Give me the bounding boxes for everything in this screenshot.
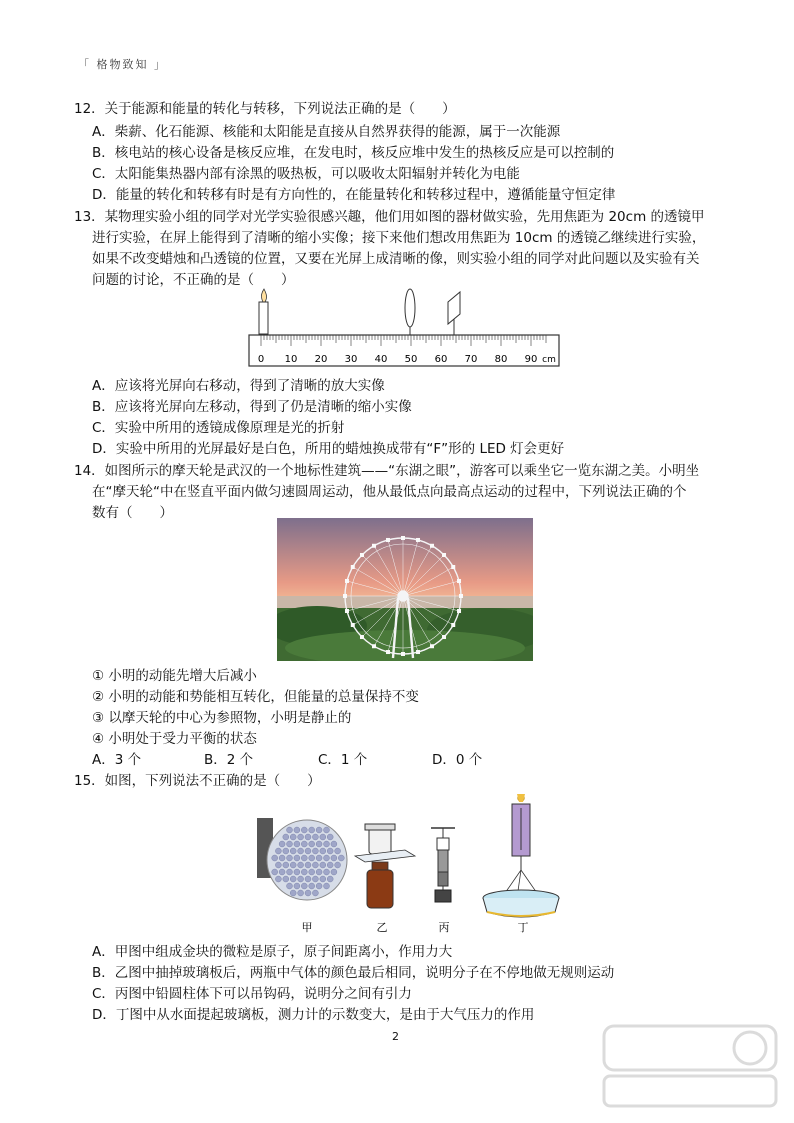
atom (309, 883, 315, 889)
wheel-cabin (457, 609, 461, 613)
atom (279, 841, 285, 847)
atom (298, 834, 304, 840)
atom (301, 841, 307, 847)
q12-option-c: C．太阳能集热器内部有涂黑的吸热板，可以吸收太阳辐射并转化为电能 (92, 166, 520, 182)
atom (279, 869, 285, 875)
caption-ding: 丁 (517, 921, 529, 934)
atom (312, 876, 318, 882)
ruler-label-70: 70 (464, 354, 478, 365)
atom (316, 827, 322, 833)
wheel-cabin (416, 650, 420, 654)
atom (272, 869, 278, 875)
q15-figures (255, 790, 567, 935)
atom (327, 834, 333, 840)
atom (312, 890, 318, 896)
wheel-cabin (401, 652, 405, 656)
wheel-cabin (430, 544, 434, 548)
atom (327, 848, 333, 854)
q13-stem-line-3: 如果不改变蜡烛和凸透镜的位置，又要在光屏上成清晰的像，则实验小组的同学对此问题以及实验有关 (92, 251, 700, 267)
atom (305, 876, 311, 882)
wheel-cabin (459, 594, 463, 598)
atom (338, 855, 344, 861)
atom (335, 862, 341, 868)
wheel-cabin (372, 544, 376, 548)
wheel-cabin (351, 623, 355, 627)
gold-atoms-figure (257, 818, 347, 900)
atom (309, 827, 315, 833)
atom (320, 834, 326, 840)
atom (312, 862, 318, 868)
atom (327, 862, 333, 868)
wheel-cabin (386, 650, 390, 654)
wheel-cabin (451, 565, 455, 569)
atom (309, 841, 315, 847)
wheel-cabin (360, 553, 364, 557)
atom (331, 855, 337, 861)
atom (290, 876, 296, 882)
wheel-cabin (430, 644, 434, 648)
atom (305, 862, 311, 868)
gas-bottles-figure (355, 824, 415, 908)
convex-lens-icon (405, 289, 415, 327)
ruler-label-60: 60 (434, 354, 448, 365)
atom (275, 848, 281, 854)
atom (290, 862, 296, 868)
atom (279, 855, 285, 861)
page-number: 2 (392, 1030, 399, 1043)
q14-stem-line-3: 数有（ ） (92, 505, 173, 521)
atom (298, 876, 304, 882)
wheel-cabin (360, 635, 364, 639)
q14-choice-c: C．1 个 (318, 752, 368, 768)
q15-option-b: B．乙图中抽掉玻璃板后，两瓶中气体的颜色最后相同，说明分子在不停地做无规则运动 (92, 965, 615, 981)
atom (301, 883, 307, 889)
q13-option-b: B．应该将光屏向左移动，得到了仍是清晰的缩小实像 (92, 399, 412, 415)
atom (301, 869, 307, 875)
atom (272, 855, 278, 861)
ruler-label-90: 90 (524, 354, 538, 365)
q12-option-d: D．能量的转化和转移有时是有方向性的，在能量转化和转移过程中，遵循能量守恒定律 (92, 187, 616, 203)
atom (331, 869, 337, 875)
atom (301, 855, 307, 861)
q14-choice-a: A．3 个 (92, 752, 142, 768)
q13-option-c: C．实验中所用的透镜成像原理是光的折射 (92, 420, 345, 436)
atom (283, 834, 289, 840)
ruler-unit: cm (542, 355, 556, 365)
atom (287, 841, 293, 847)
q14-statement-1: ① 小明的动能先增大后减小 (92, 668, 257, 684)
watermark-logo (600, 1018, 780, 1113)
wheel-cabin (372, 644, 376, 648)
q13-option-a: A．应该将光屏向右移动，得到了清晰的放大实像 (92, 378, 385, 394)
atom (275, 876, 281, 882)
atom (287, 869, 293, 875)
atom (320, 862, 326, 868)
q15-option-c: C．丙图中铅圆柱体下可以吊钩码，说明分之间有引力 (92, 986, 412, 1002)
atom (316, 855, 322, 861)
atom (301, 827, 307, 833)
wheel-cabin (442, 635, 446, 639)
ruler-label-40: 40 (374, 354, 388, 365)
caption-yi: 乙 (376, 921, 388, 934)
atom (327, 876, 333, 882)
atom (298, 890, 304, 896)
atom (316, 841, 322, 847)
ruler-label-0: 0 (257, 354, 265, 365)
atom (294, 841, 300, 847)
ferris-wheel-photo (277, 518, 533, 661)
q12-option-a: A．柴薪、化石能源、核能和太阳能是直接从自然界获得的能源，属于一次能源 (92, 124, 561, 140)
atom (316, 883, 322, 889)
q15-option-d: D．丁图中从水面提起玻璃板，测力计的示数变大，是由于大气压力的作用 (92, 1007, 535, 1023)
atom (316, 869, 322, 875)
ruler-label-50: 50 (404, 354, 418, 365)
wheel-cabin (401, 536, 405, 540)
q14-choice-b: B．2 个 (204, 752, 254, 768)
atom (335, 848, 341, 854)
wheel-cabin (451, 623, 455, 627)
atom (312, 848, 318, 854)
atom (290, 848, 296, 854)
atom (283, 876, 289, 882)
q13-option-d: D．实验中所用的光屏最好是白色，所用的蜡烛换成带有“F”形的 LED 灯会更好 (92, 441, 565, 457)
q14-statement-4: ④ 小明处于受力平衡的状态 (92, 731, 257, 747)
atom (324, 827, 330, 833)
spring-scale-figure (483, 794, 559, 917)
q13-stem-line-2: 进行实验，在屏上能得到了清晰的缩小实像；接下来他们想改用焦距为 10cm 的透镜乙继续进行实验， (92, 230, 706, 246)
ruler-label-30: 30 (344, 354, 358, 365)
atom (324, 869, 330, 875)
lead-cylinders-figure (431, 828, 455, 902)
atom (324, 855, 330, 861)
atom (283, 862, 289, 868)
atom (309, 855, 315, 861)
ruler-label-10: 10 (284, 354, 298, 365)
atom (298, 848, 304, 854)
wheel-cabin (351, 565, 355, 569)
atom (294, 827, 300, 833)
wheel-cabin (457, 579, 461, 583)
optical-bench-figure (246, 288, 562, 368)
wheel-cabin (345, 579, 349, 583)
ruler-label-20: 20 (314, 354, 328, 365)
q15-stem: 15．如图，下列说法不正确的是（ ） (74, 773, 321, 789)
q14-stem-line-2: 在“摩天轮“中在竖直平面内做匀速圆周运动，他从最低点向最高点运动的过程中，下列说法正确的个 (92, 484, 687, 500)
atom (275, 862, 281, 868)
q14-choice-d: D．0 个 (432, 752, 483, 768)
atom (287, 883, 293, 889)
atom (324, 841, 330, 847)
wheel-cabin (442, 553, 446, 557)
q12-option-b: B．核电站的核心设备是核反应堆，在发电时，核反应堆中发生的热核反应是可以控制的 (92, 145, 615, 161)
ruler-label-80: 80 (494, 354, 508, 365)
q14-stem-line-1: 14．如图所示的摩天轮是武汉的一个地标性建筑——“东湖之眼”，游客可以乘坐它一览东湖之美。小明坐 (74, 463, 700, 479)
atom (298, 862, 304, 868)
atom (287, 827, 293, 833)
q13-stem-line-1: 13．某物理实验小组的同学对光学实验很感兴趣，他们用如图的器材做实验，先用焦距为 20cm 的透镜甲 (74, 209, 705, 225)
atom (305, 834, 311, 840)
q14-statement-2: ② 小明的动能和势能相互转化，但能量的总量保持不变 (92, 689, 419, 705)
atom (290, 834, 296, 840)
atom (320, 848, 326, 854)
atom (331, 841, 337, 847)
caption-jia: 甲 (301, 921, 313, 934)
atom (283, 848, 289, 854)
atom (309, 869, 315, 875)
atom (294, 883, 300, 889)
atom (294, 869, 300, 875)
atom (312, 834, 318, 840)
q12-stem: 12．关于能源和能量的转化与转移，下列说法正确的是（ ） (74, 101, 456, 117)
wheel-cabin (343, 594, 347, 598)
atom (320, 876, 326, 882)
atom (287, 855, 293, 861)
atom (294, 855, 300, 861)
atom (324, 883, 330, 889)
candle-icon (259, 289, 268, 334)
wheel-cabin (386, 538, 390, 542)
atom (290, 890, 296, 896)
q13-stem-line-4: 问题的讨论，不正确的是（ ） (92, 272, 295, 288)
wheel-cabin (416, 538, 420, 542)
wheel-cabin (345, 609, 349, 613)
q15-option-a: A．甲图中组成金块的微粒是原子，原子间距离小，作用力大 (92, 944, 453, 960)
atom (305, 890, 311, 896)
page-header: 「 格物致知 」 (78, 58, 167, 71)
atom (305, 848, 311, 854)
caption-bing: 丙 (438, 921, 450, 934)
q14-statement-3: ③ 以摩天轮的中心为参照物，小明是静止的 (92, 710, 352, 726)
